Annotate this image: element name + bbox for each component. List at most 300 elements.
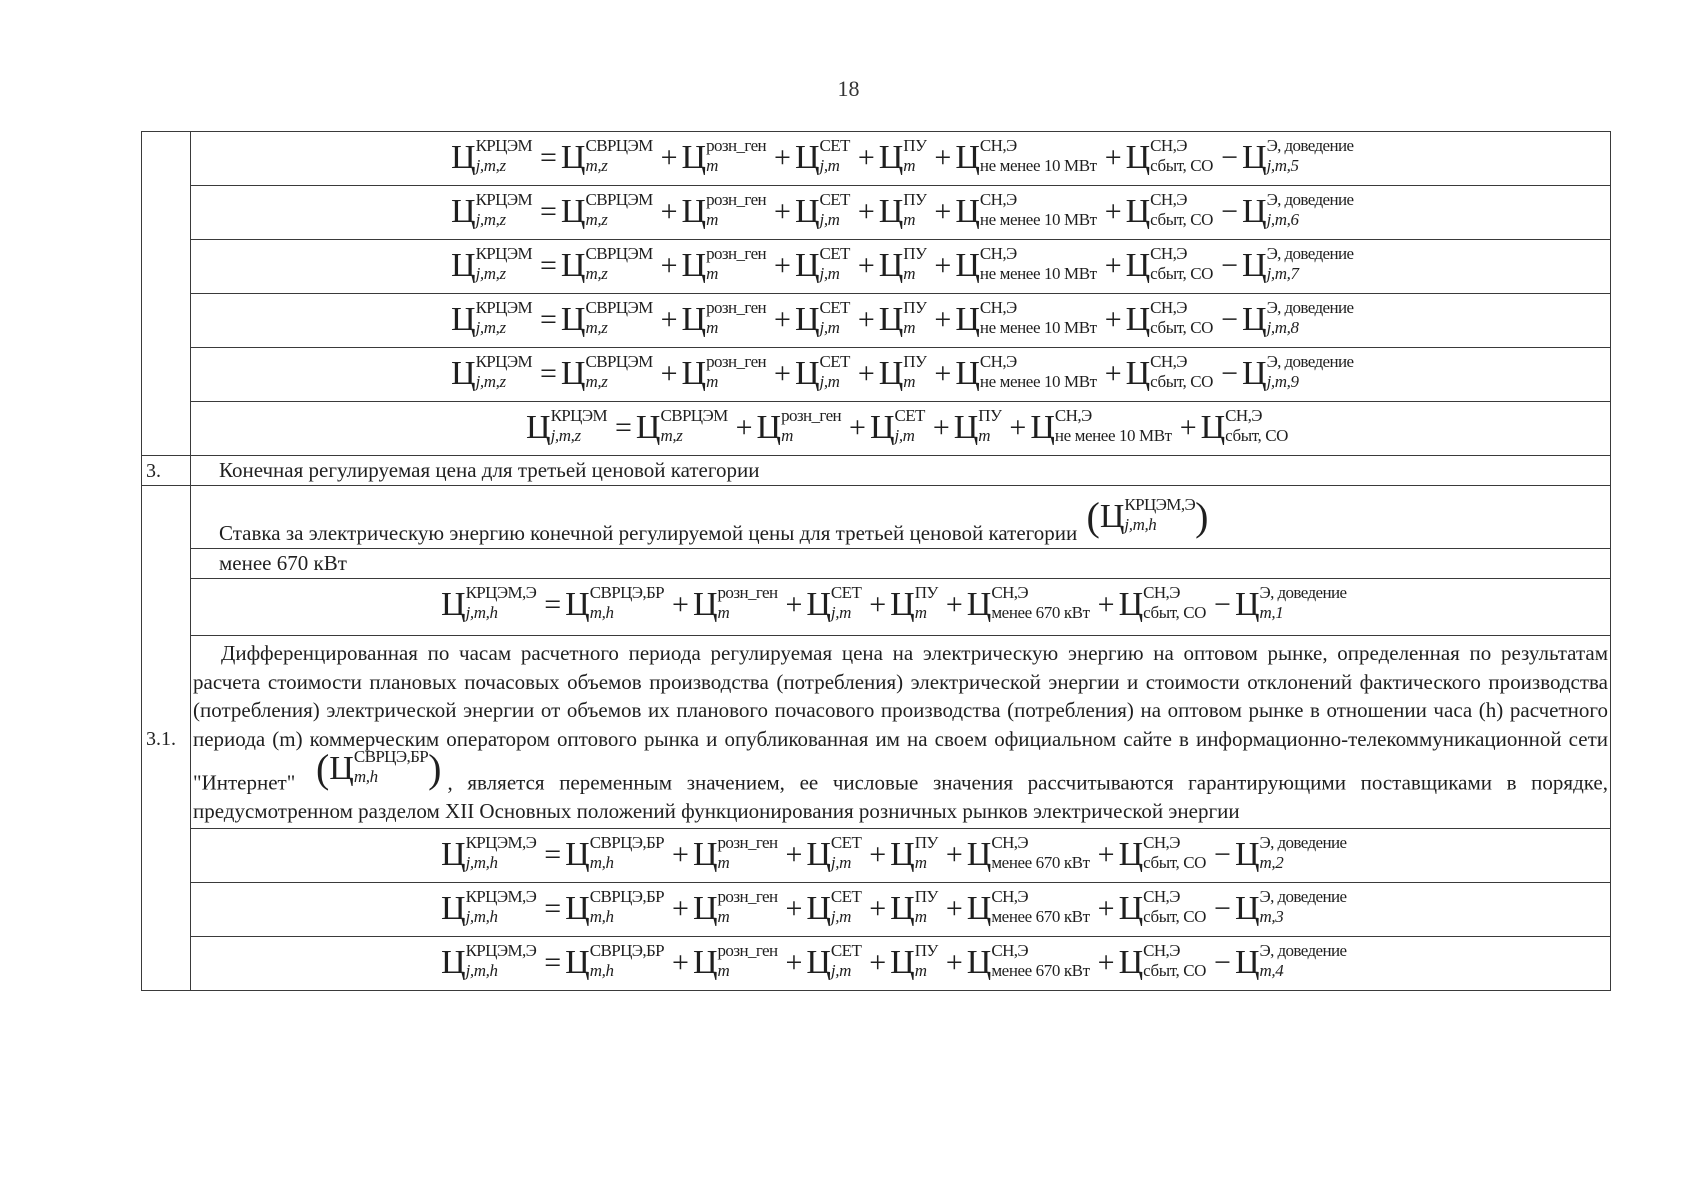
formula-term — [934, 136, 1096, 180]
formula-superscript: ПУ — [903, 352, 927, 371]
formula-operator: + — [660, 357, 678, 390]
formula-term — [1214, 941, 1346, 985]
formula-symbol: Ц — [1125, 139, 1150, 176]
formula-cell — [191, 348, 1611, 402]
formula-subscript: m — [717, 603, 730, 622]
formula-subscript: j,m — [819, 318, 840, 337]
formula-superscript: розн_ген — [706, 352, 767, 371]
formula-subscript: m — [717, 906, 730, 926]
formula-symbol: Ц — [878, 139, 903, 176]
formula-superscript: СН,Э — [1054, 406, 1092, 425]
formula-row — [142, 882, 1611, 936]
formula-symbol: Ц — [681, 355, 706, 392]
formula-symbol: Ц — [1242, 301, 1266, 338]
formula-symbol: Ц — [441, 943, 465, 981]
formula-term — [785, 941, 861, 985]
formula-operator: − — [1214, 891, 1231, 925]
formula-subscript: j,m,z — [475, 210, 506, 229]
formula-superscript: СН,Э — [1143, 886, 1180, 906]
formula-symbol: Ц — [441, 586, 465, 623]
formula-operator: = — [544, 891, 562, 925]
formula-subscript: j,m,z — [475, 156, 506, 175]
formula-term — [869, 833, 938, 877]
formula — [526, 406, 1296, 450]
formula-subscript: m — [717, 852, 730, 872]
formula-subscript: j,m — [830, 960, 851, 980]
formula-term — [1105, 136, 1213, 180]
formula-superscript: СВРЦЭ,БР — [589, 886, 665, 906]
formula-symbol: Ц — [955, 355, 979, 392]
formula-term — [672, 887, 777, 931]
formula-subscript: j,m — [819, 210, 840, 229]
formula-subscript: j,m,h — [465, 852, 498, 872]
formula-subscript: не менее 10 МВт — [979, 210, 1097, 229]
formula-operator: + — [785, 891, 803, 925]
formula-symbol: Ц — [890, 835, 914, 873]
formula-term — [858, 244, 927, 288]
formula-operator: − — [1214, 837, 1231, 871]
formula-row — [142, 294, 1611, 348]
formula-term — [774, 244, 850, 288]
formula-term — [933, 406, 1002, 450]
formula-term — [1180, 406, 1288, 450]
section-number: 3.1. — [142, 486, 191, 991]
formula-subscript: m — [717, 960, 730, 980]
formula-operator: − — [1221, 303, 1238, 336]
formula-term — [934, 244, 1096, 288]
formula-term — [615, 406, 728, 450]
formula-symbol: Ц — [451, 193, 475, 230]
formula-term — [858, 190, 927, 234]
formula-symbol: Ц — [1242, 247, 1266, 284]
formula-term — [1105, 298, 1213, 342]
formula-term — [934, 352, 1096, 396]
formula-symbol: Ц — [451, 301, 475, 338]
formula-superscript: СН,Э — [991, 832, 1029, 852]
formula-cell — [191, 294, 1611, 348]
formula-operator: = — [544, 945, 562, 979]
formula-term — [1221, 298, 1353, 342]
formula-symbol: Ц — [1234, 835, 1259, 873]
formula-symbol: Ц — [1030, 409, 1054, 446]
formula-subscript: j,m,9 — [1266, 372, 1299, 391]
formula-superscript: СН,Э — [1150, 352, 1187, 371]
formula-term — [672, 833, 777, 877]
formula-subscript: m — [914, 852, 927, 872]
formula-term — [785, 887, 861, 931]
formula-superscript: Э, доведение — [1259, 583, 1347, 602]
formula-operator: + — [945, 945, 963, 979]
formula-symbol: Ц — [560, 355, 585, 392]
formula-superscript: СН,Э — [1143, 583, 1180, 602]
formula-superscript: ПУ — [903, 298, 927, 317]
formula-subscript: сбыт, СО — [1150, 210, 1214, 229]
formula-superscript: СН,Э — [991, 940, 1029, 960]
formula-operator: + — [1097, 837, 1115, 871]
formula-operator: + — [932, 411, 950, 444]
formula-term — [1098, 941, 1206, 985]
formula-superscript: СЕТ — [819, 136, 850, 155]
formula-subscript: m,z — [585, 156, 608, 175]
formula-subscript: m,z — [585, 372, 608, 391]
formula-operator: + — [934, 357, 952, 390]
formula-operator: = — [539, 249, 557, 282]
formula-term — [1009, 406, 1171, 450]
section-title-cell — [191, 486, 1611, 549]
formula-term — [661, 352, 766, 396]
formula-subscript: менее 670 кВт — [991, 960, 1090, 980]
formula-symbol: Ц — [692, 943, 717, 981]
formula-subscript: m — [914, 603, 927, 622]
formula-operator: − — [1221, 195, 1238, 228]
formula-operator: + — [672, 588, 689, 621]
formula-term — [672, 941, 777, 985]
formula-superscript: Э, доведение — [1266, 244, 1354, 263]
formula-subscript: j,m — [830, 906, 851, 926]
formula-subscript: не менее 10 МВт — [979, 318, 1097, 337]
formula-operator: + — [934, 141, 952, 174]
formula-term — [451, 244, 532, 288]
formula-subscript: менее 670 кВт — [991, 603, 1090, 622]
formula-term — [774, 136, 850, 180]
formula-superscript: Э, доведение — [1259, 886, 1347, 906]
formula-superscript: розн_ген — [717, 886, 778, 906]
formula-symbol: Ц — [1125, 355, 1150, 392]
formula-row — [142, 186, 1611, 240]
formula-term — [544, 887, 664, 931]
formula-superscript: СН,Э — [1150, 190, 1187, 209]
formula-operator: + — [774, 357, 791, 390]
formula-symbol: Ц — [966, 586, 991, 623]
formula-term — [1098, 833, 1206, 877]
formula-symbol: Ц — [1118, 889, 1143, 927]
formula-subscript: m — [978, 426, 991, 445]
formula-subscript: m — [706, 372, 718, 391]
formula-symbol: Ц — [955, 301, 979, 338]
formula-operator: + — [945, 837, 963, 871]
paragraph-cell — [191, 636, 1611, 829]
formula-superscript: КРЦЭМ — [475, 244, 532, 263]
paragraph-text: Дифференцированная по часам расчетного периода регулируемая цена на электрическую энергию на оптовом рынке, определенная по результатам расчета стоимости плановых почасовых объемов производства (потребления) электрической энергии и стоимости отклонений фактического производства (потребления) электрической энергии от объемов их планового почасового производства (потребления) на оптовом рынке в отношении часа (h) расчетного периода (m) коммерческим оператором оптового рынка и опубликованная им на своем официальном сайте в информационно-телекоммуникационной сети "Интернет" — [193, 641, 1608, 795]
formula-term — [540, 298, 653, 342]
formula-superscript: СЕТ — [830, 940, 862, 960]
formula-term — [441, 887, 536, 931]
formula-operator: + — [660, 249, 678, 282]
formula-operator: + — [774, 195, 791, 228]
formula-symbol: Ц — [565, 943, 589, 981]
formula-superscript: СВРЦЭМ — [585, 298, 653, 317]
formula-superscript: СН,Э — [991, 583, 1029, 602]
formula-superscript: розн_ген — [717, 583, 778, 602]
formula-superscript: СН,Э — [979, 298, 1017, 317]
formula-operator: + — [1009, 411, 1027, 444]
formula-subscript: сбыт, СО — [1143, 960, 1207, 980]
formula-term — [858, 136, 927, 180]
formula-superscript: Э, доведение — [1266, 352, 1354, 371]
formula-superscript: СЕТ — [819, 352, 850, 371]
formula — [441, 833, 1354, 877]
formula — [441, 583, 1354, 627]
formula-subscript: j,m — [819, 156, 840, 175]
formula-subscript: m — [903, 210, 916, 229]
formula-term — [441, 833, 536, 877]
formula-row — [142, 828, 1611, 882]
formula-operator: + — [857, 141, 875, 174]
formula-symbol: Ц — [794, 247, 819, 284]
formula-term — [849, 406, 925, 450]
formula-superscript: Э, доведение — [1259, 832, 1347, 852]
formula-superscript: СН,Э — [979, 190, 1017, 209]
formula-operator: + — [774, 141, 791, 174]
formula-symbol: Ц — [1242, 193, 1266, 230]
formula — [451, 136, 1361, 180]
formula-superscript: КРЦЭМ — [550, 406, 607, 425]
formula-subscript: m,h — [589, 906, 614, 926]
formula-subscript: m,2 — [1259, 852, 1284, 872]
formula-superscript: розн_ген — [706, 244, 767, 263]
formula-row — [142, 348, 1611, 402]
formula — [451, 244, 1361, 288]
formula-superscript: ПУ — [903, 136, 927, 155]
formula-symbol: Ц — [1234, 889, 1259, 927]
formula-superscript: КРЦЭМ — [475, 352, 532, 371]
formula-superscript: СЕТ — [894, 406, 925, 425]
formula-subscript: не менее 10 МВт — [1054, 426, 1172, 445]
formula — [441, 941, 1354, 985]
formula-subscript: сбыт, СО — [1150, 264, 1214, 283]
formula-symbol: Ц — [1118, 586, 1143, 623]
formula-operator: + — [774, 303, 791, 336]
formula-subscript: m,1 — [1259, 603, 1284, 622]
formula-subscript: менее 670 кВт — [991, 906, 1090, 926]
formula-symbol: Ц — [526, 409, 550, 446]
formula-subscript: менее 670 кВт — [991, 852, 1090, 872]
subheading: менее 670 кВт — [191, 549, 1611, 579]
formula-term — [1214, 833, 1346, 877]
formula-cell — [191, 828, 1611, 882]
formula-subscript: j,m — [819, 264, 840, 283]
formula-operator: + — [945, 891, 963, 925]
formula-symbol: Ц — [794, 139, 819, 176]
formula-operator: = — [544, 588, 562, 621]
formula-symbol: Ц — [681, 301, 706, 338]
formula-subscript: m,z — [585, 210, 608, 229]
formula-operator: + — [1179, 411, 1197, 444]
formula-symbol: Ц — [1125, 301, 1150, 338]
formula-superscript: ПУ — [914, 940, 938, 960]
formula-subscript: сбыт, СО — [1143, 852, 1207, 872]
formula-term — [451, 298, 532, 342]
formula-cell — [191, 240, 1611, 294]
formula-cell — [191, 579, 1611, 636]
formula-subscript: j,m,z — [475, 372, 506, 391]
formula-symbol: Ц — [692, 586, 717, 623]
formula-symbol: Ц — [451, 139, 475, 176]
formula-superscript: Э, доведение — [1259, 940, 1347, 960]
formula-term — [858, 298, 927, 342]
formula-subscript: m,z — [585, 318, 608, 337]
formula-symbol: Ц — [955, 193, 979, 230]
section-title: Конечная регулируемая цена для третьей ценовой категории — [191, 456, 1611, 486]
formula-term — [1098, 583, 1206, 627]
formula-term — [946, 887, 1090, 931]
formula — [451, 190, 1361, 234]
formula-symbol: Ц — [878, 355, 903, 392]
formula-symbol: Ц — [953, 409, 978, 446]
formula-subscript: сбыт, СО — [1150, 156, 1214, 175]
formula-subscript: m — [903, 318, 916, 337]
formula-superscript: Э, доведение — [1266, 298, 1354, 317]
formula-term — [1105, 190, 1213, 234]
formula-term — [451, 352, 532, 396]
formula-term — [544, 941, 664, 985]
formula-superscript: СН,Э — [1150, 136, 1187, 155]
formula-subscript: сбыт, СО — [1225, 426, 1289, 445]
formula-term — [451, 190, 532, 234]
formula-subscript: m,4 — [1259, 960, 1284, 980]
formula — [451, 352, 1361, 396]
formula-symbol: Ц — [681, 247, 706, 284]
formula-symbol: Ц — [560, 193, 585, 230]
formula-term — [441, 583, 536, 627]
formula-symbol: Ц — [890, 943, 914, 981]
formula-superscript: СН,Э — [1150, 244, 1187, 263]
formula-subscript: m,h — [589, 960, 614, 980]
formula-subscript: m — [706, 264, 718, 283]
formula-superscript: КРЦЭМ,Э — [465, 886, 537, 906]
formula-cell — [191, 882, 1611, 936]
formula-subscript: m,h — [589, 603, 614, 622]
formula-symbol: Ц — [1234, 943, 1259, 981]
formula-term — [1221, 190, 1353, 234]
formula-superscript: СВРЦЭМ — [585, 136, 653, 155]
formula-subscript: j,m — [819, 372, 840, 391]
formula-superscript: СЕТ — [830, 583, 862, 602]
formula-symbol: Ц — [1234, 586, 1259, 623]
formula-operator: + — [869, 891, 887, 925]
formula-term — [661, 298, 766, 342]
formula-superscript: СЕТ — [830, 832, 862, 852]
formula-operator: + — [785, 837, 803, 871]
formula-subscript: сбыт, СО — [1143, 603, 1207, 622]
formula-subscript: m,z — [585, 264, 608, 283]
formula-term — [661, 190, 766, 234]
inline-symbol: ( Ц КРЦЭМ,Э j,m,h ) — [1086, 494, 1209, 539]
formula-superscript: КРЦЭМ — [475, 298, 532, 317]
formula-superscript: СЕТ — [830, 886, 862, 906]
formula-subscript: не менее 10 МВт — [979, 156, 1097, 175]
formula-subscript: m — [914, 906, 927, 926]
formula-superscript: СН,Э — [1143, 832, 1180, 852]
formula-term — [934, 298, 1096, 342]
formula-operator: + — [869, 588, 887, 621]
section-row — [142, 456, 1611, 486]
formula-cell — [191, 402, 1611, 456]
formula-symbol: Ц — [441, 835, 465, 873]
formula-symbol: Ц — [692, 889, 717, 927]
formula-term — [661, 136, 766, 180]
formula-superscript: Э, доведение — [1266, 136, 1354, 155]
formula-operator: + — [869, 837, 887, 871]
formula-operator: + — [857, 357, 875, 390]
formula-superscript: СН,Э — [1143, 940, 1180, 960]
formula-row — [142, 936, 1611, 990]
formula-superscript: ПУ — [914, 886, 938, 906]
formula-superscript: СЕТ — [819, 244, 850, 263]
formula-term — [869, 941, 938, 985]
formula-symbol: Ц — [451, 355, 475, 392]
formula-subscript: j,m,7 — [1266, 264, 1299, 283]
formula-symbol: Ц — [1242, 355, 1266, 392]
formula-operator: + — [660, 141, 678, 174]
formula-symbol: Ц — [955, 247, 979, 284]
formula-symbol: Ц — [635, 409, 660, 446]
formula-superscript: СН,Э — [991, 886, 1029, 906]
formula-operator: = — [614, 411, 632, 444]
formula-symbol: Ц — [1125, 247, 1150, 284]
formula-subscript: j,m,8 — [1266, 318, 1299, 337]
formula-subscript: j,m,z — [550, 426, 581, 445]
formula-row — [142, 132, 1611, 186]
formula-term — [774, 190, 850, 234]
formula-term — [526, 406, 607, 450]
formula-symbol: Ц — [806, 586, 830, 623]
formula-symbol: Ц — [878, 193, 903, 230]
formula-term — [1221, 136, 1353, 180]
formula-term — [540, 136, 653, 180]
formula-symbol: Ц — [560, 139, 585, 176]
formula-cell — [191, 186, 1611, 240]
formula-symbol: Ц — [794, 355, 819, 392]
formula-superscript: СВРЦЭМ — [585, 352, 653, 371]
section-title: Ставка за электрическую энергию конечной регулируемой цены для третьей ценовой категории — [219, 521, 1078, 545]
formula-operator: + — [1104, 249, 1122, 282]
formula-subscript: не менее 10 МВт — [979, 372, 1097, 391]
formula-operator: − — [1214, 588, 1231, 621]
formula-subscript: не менее 10 МВт — [979, 264, 1097, 283]
formula-subscript: m,h — [589, 852, 614, 872]
formula-superscript: СВРЦЭМ — [660, 406, 728, 425]
formula-superscript: СН,Э — [979, 352, 1017, 371]
formula-symbol: Ц — [756, 409, 781, 446]
formula-superscript: СН,Э — [1225, 406, 1262, 425]
formula-subscript: j,m,h — [465, 960, 498, 980]
formula-subscript: j,m,6 — [1266, 210, 1299, 229]
formula-cell — [191, 132, 1611, 186]
formula-symbol: Ц — [565, 889, 589, 927]
formula-superscript: розн_ген — [781, 406, 842, 425]
formula-symbol: Ц — [1118, 943, 1143, 981]
formula-subscript: m,z — [660, 426, 683, 445]
formula-symbol: Ц — [966, 889, 991, 927]
formula-operator: + — [672, 945, 689, 979]
formula-operator: − — [1221, 357, 1238, 390]
formula-symbol: Ц — [794, 301, 819, 338]
formula-symbol: Ц — [1125, 193, 1150, 230]
formula-symbol: Ц — [565, 835, 589, 873]
formula-superscript: СВРЦЭМ — [585, 244, 653, 263]
formula-term — [544, 583, 664, 627]
formula-term — [1105, 244, 1213, 288]
formula-symbol: Ц — [565, 586, 589, 623]
formula-subscript: j,m,h — [465, 603, 498, 622]
formula-superscript: розн_ген — [706, 190, 767, 209]
formula-subscript: j,m — [830, 603, 851, 622]
section-number: 3. — [142, 456, 191, 486]
formula-superscript: СН,Э — [979, 136, 1017, 155]
formula-symbol: Ц — [794, 193, 819, 230]
formula-cell — [191, 936, 1611, 990]
